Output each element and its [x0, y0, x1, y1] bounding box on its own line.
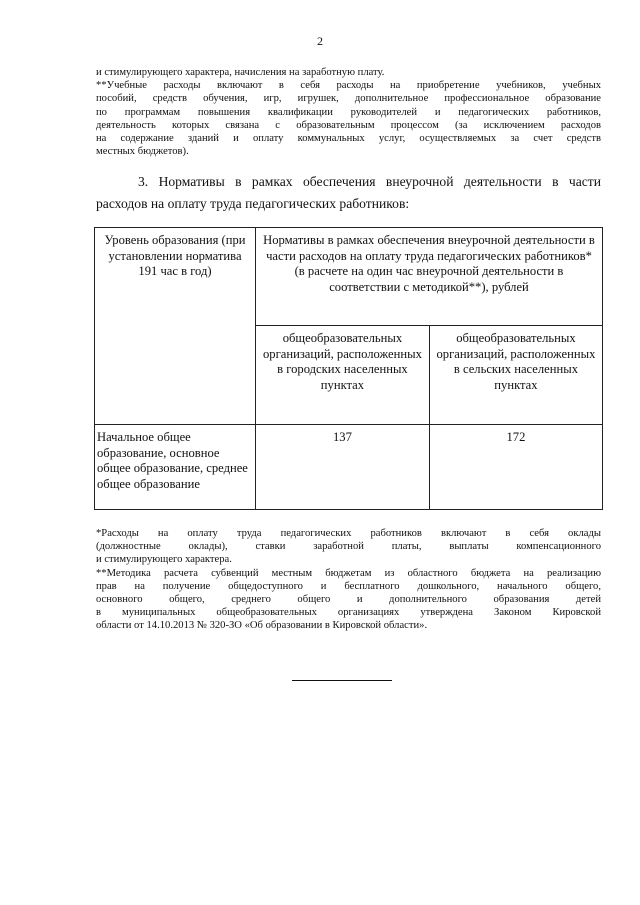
rural-header-cell: общеобразовательных организаций, расположенных в сельских населенных пунктах — [429, 326, 602, 425]
footnote-line: области от 14.10.2013 № 320-ЗО «Об образовании в Кировской области». — [96, 620, 428, 632]
footnotes — [96, 527, 601, 633]
footnote-line: *Расходы на оплату труда педагогических работников включают в себя оклады — [96, 528, 601, 539]
section-heading-line: 3. Нормативы в рамках обеспечения внеурочной деятельности в части — [138, 174, 601, 189]
section-heading-line: расходов на оплату труда педагогических работников: — [96, 196, 410, 211]
footnote-line: и стимулирующего характера. — [96, 554, 232, 566]
footnote-line: прав на получение общедоступного и бесплатного дошкольного, начального общего, — [96, 580, 601, 592]
urban-value-cell: 137 — [256, 425, 430, 510]
level-header-cell: Уровень образования (при установлении норматива 191 час в год) — [95, 228, 256, 425]
table-header-row — [95, 228, 603, 326]
intro-text — [96, 66, 601, 158]
footnote-line: (должностные оклады), ставки заработной платы, выплаты компенсационного — [96, 541, 601, 553]
norms-table — [94, 227, 603, 510]
page-number: 2 — [317, 34, 323, 48]
rural-value-cell: 172 — [429, 425, 602, 510]
text-line: местных бюджетов). — [96, 146, 189, 158]
footnote-line: **Методика расчета субвенций местным бюджетам из областного бюджета на реализацию — [96, 567, 601, 579]
footnote-line: основного общего, среднего общего и дополнительного образования детей — [96, 594, 601, 606]
level-cell: Начальное общее образование, основное общее образование, среднее общее образование — [95, 425, 256, 510]
text-line: **Учебные расходы включают в себя расходы на приобретение учебников, учебных — [96, 80, 601, 92]
text-line: на содержание зданий и оплату коммунальных услуг, осуществляемых за счет средств — [96, 133, 601, 145]
table-row — [95, 425, 603, 510]
text-line: и стимулирующего характера, начисления на заработную плату. — [96, 67, 385, 78]
section-heading — [96, 171, 601, 215]
text-line: по программам повышения квалификации руководителей и педагогических работников, — [96, 106, 601, 118]
text-line: деятельность которых связана с образовательным процессом (за исключением расходов — [96, 119, 601, 131]
end-divider — [292, 680, 392, 681]
urban-header-cell: общеобразовательных организаций, расположенных в городских населенных пунктах — [256, 326, 430, 425]
footnote-line: в муниципальных общеобразовательных организациях утверждена Законом Кировской — [96, 607, 601, 619]
text-line: пособий, средств обучения, игр, игрушек, дополнительное профессиональное образование — [96, 93, 601, 105]
norm-header-cell: Нормативы в рамках обеспечения внеурочной деятельности в части расходов на оплату труда педагогических работников* (в расчете на один час внеурочной деятельности в соответствии с методикой**), рублей — [256, 228, 603, 326]
